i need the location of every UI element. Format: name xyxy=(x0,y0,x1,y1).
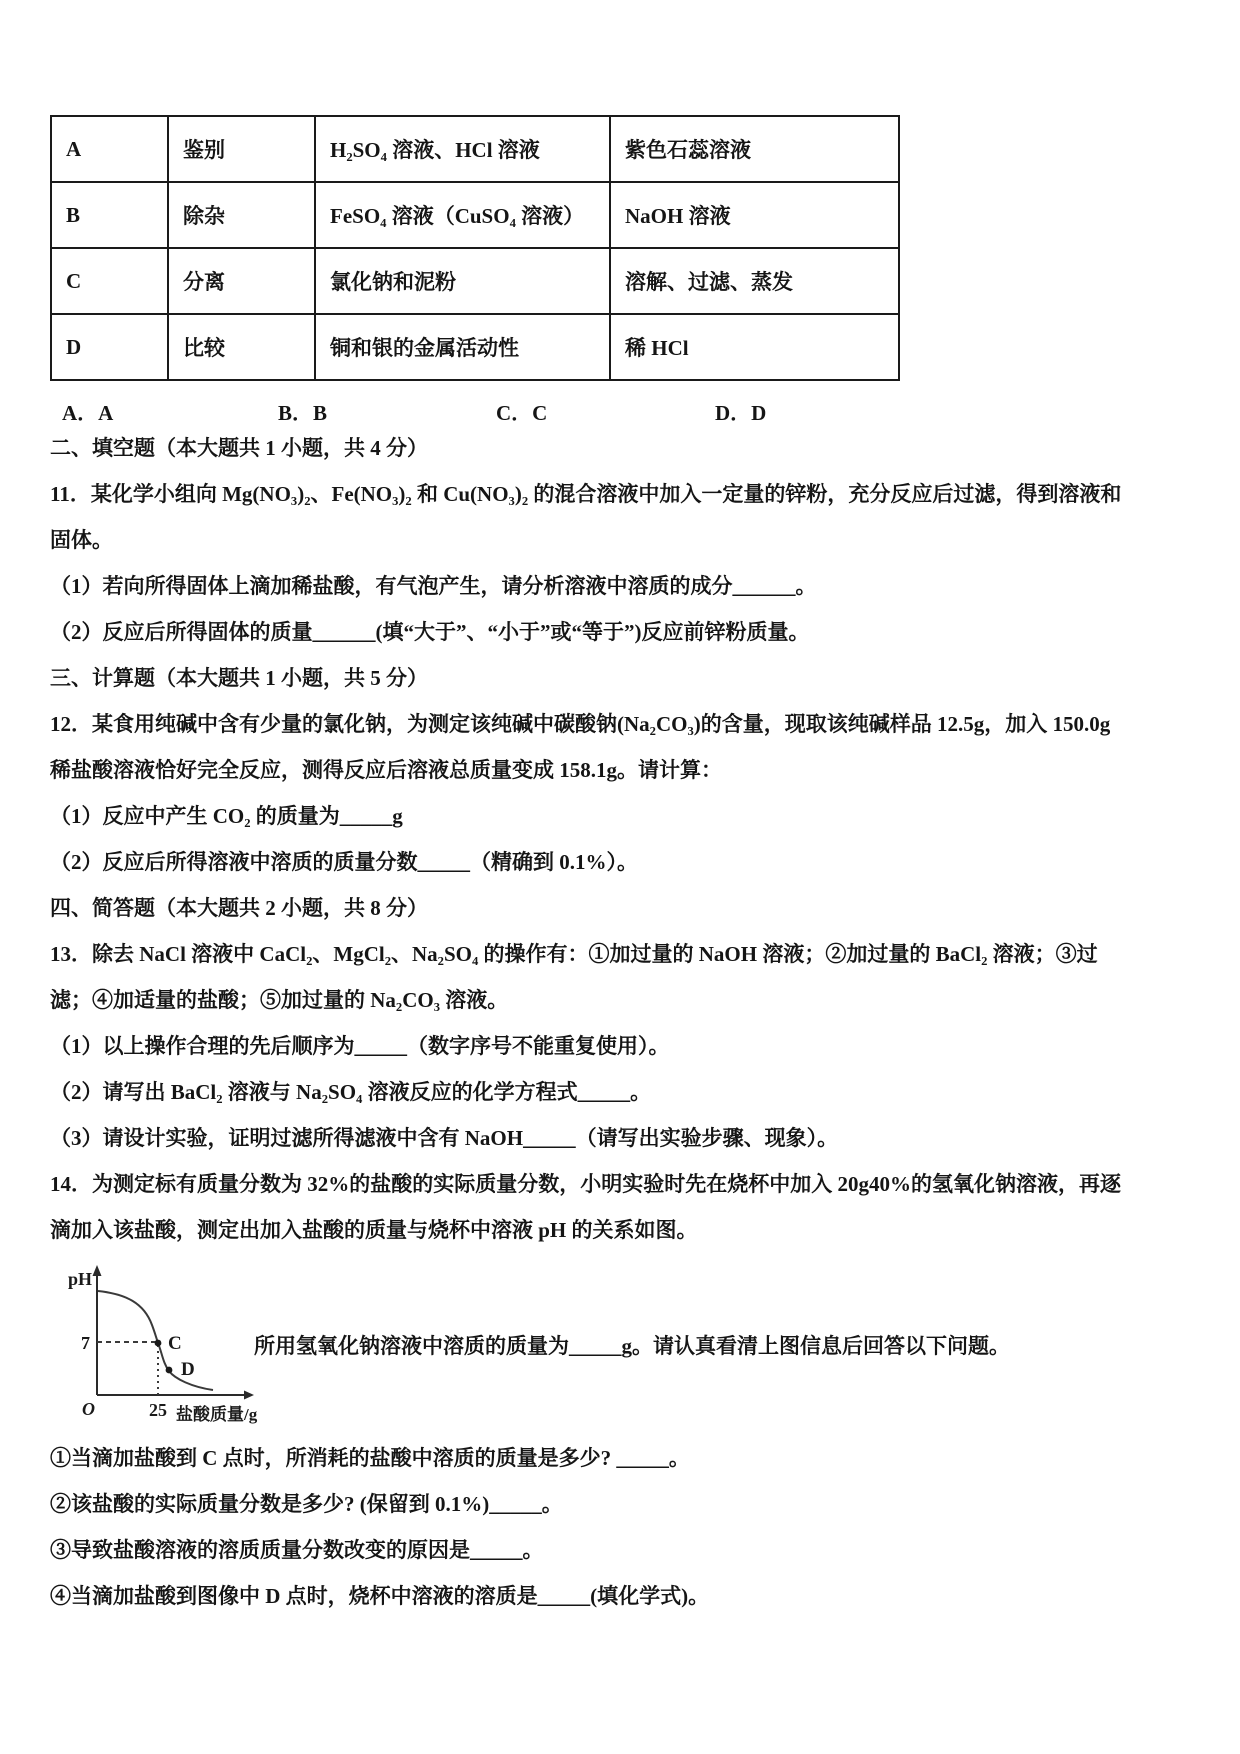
reagent-cell: 稀 HCl xyxy=(610,314,899,380)
point-d-marker xyxy=(166,1367,173,1374)
section-2-header: 二、填空题（本大题共 1 小题，共 4 分） xyxy=(50,436,428,460)
purpose-cell: 除杂 xyxy=(168,182,315,248)
origin-label: O xyxy=(82,1399,95,1419)
answer-option-a: A．A xyxy=(62,401,114,425)
question-13-part-2: （2）请写出 BaCl₂ 溶液与 Na₂SO₄ 溶液反应的化学方程式_____。 xyxy=(50,1080,652,1104)
x-axis-label: 盐酸质量/g xyxy=(176,1405,258,1424)
question-12-line-1: 12．某食用纯碱中含有少量的氯化钠，为测定该纯碱中碳酸钠(Na₂CO₃)的含量，现取该纯碱样品 12.5g，加入 150.0g xyxy=(50,712,1111,736)
question-11-line-2: 固体。 xyxy=(50,528,113,552)
table-row xyxy=(51,248,899,314)
question-13-line-1: 13．除去 NaCl 溶液中 CaCl₂、MgCl₂、Na₂SO₄ 的操作有：①加过量的 NaOH 溶液；②加过量的 BaCl₂ 溶液；③过 xyxy=(50,942,1098,966)
ph-graph-block xyxy=(50,1253,1198,1435)
substances-cell: H₂SO₄ 溶液、HCl 溶液 xyxy=(315,116,610,182)
question-11-line-1: 11．某化学小组向 Mg(NO₃)₂、Fe(NO₃)₂ 和 Cu(NO₃)₂ 的混合溶液中加入一定量的锌粉，充分反应后过滤，得到溶液和 xyxy=(50,482,1122,506)
question-13-part-3: （3）请设计实验，证明过滤所得滤液中含有 NaOH_____（请写出实验步骤、现象）。 xyxy=(50,1126,839,1150)
question-12-line-2: 稀盐酸溶液恰好完全反应，测得反应后溶液总质量变成 158.1g。请计算： xyxy=(50,758,722,782)
substances-cell: FeSO₄ 溶液（CuSO₄ 溶液） xyxy=(315,182,610,248)
substances-cell: 氯化钠和泥粉 xyxy=(315,248,610,314)
question-11-part-2: （2）反应后所得固体的质量______(填“大于”、“小于”或“等于”)反应前锌粉质量。 xyxy=(50,620,810,644)
question-14-sub-1: ①当滴加盐酸到 C 点时，所消耗的盐酸中溶质的质量是多少? _____。 xyxy=(50,1446,690,1470)
table-row xyxy=(51,182,899,248)
answer-option-c: C．C xyxy=(496,401,548,425)
y-axis-label: pH xyxy=(68,1269,93,1289)
point-c-marker xyxy=(155,1340,162,1347)
point-c-label: C xyxy=(168,1333,182,1354)
purpose-cell: 鉴别 xyxy=(168,116,315,182)
point-d-label: D xyxy=(181,1359,195,1380)
reagent-cell: 溶解、过滤、蒸发 xyxy=(610,248,899,314)
substances-cell: 铜和银的金属活动性 xyxy=(315,314,610,380)
option-letter: D xyxy=(51,314,168,380)
y-axis-arrow-icon xyxy=(93,1265,102,1276)
question-14-line-2: 滴加入该盐酸，测定出加入盐酸的质量与烧杯中溶液 pH 的关系如图。 xyxy=(50,1218,698,1242)
option-letter: B xyxy=(51,182,168,248)
question-13-line-2: 滤；④加适量的盐酸；⑤加过量的 Na₂CO₃ 溶液。 xyxy=(50,988,509,1012)
reagent-cell: 紫色石蕊溶液 xyxy=(610,116,899,182)
question-14-sub-4: ④当滴加盐酸到图像中 D 点时，烧杯中溶液的溶质是_____(填化学式)。 xyxy=(50,1584,710,1608)
question-11-part-1: （1）若向所得固体上滴加稀盐酸，有气泡产生，请分析溶液中溶质的成分______。 xyxy=(50,574,817,598)
question-14-sub-2: ②该盐酸的实际质量分数是多少? (保留到 0.1%)_____。 xyxy=(50,1492,563,1516)
section-3-header: 三、计算题（本大题共 1 小题，共 5 分） xyxy=(50,666,428,690)
question-12-part-1: （1）反应中产生 CO₂ 的质量为_____g xyxy=(50,804,403,828)
answer-options xyxy=(50,397,1198,425)
question-14-sub-3: ③导致盐酸溶液的溶质质量分数改变的原因是_____。 xyxy=(50,1538,544,1562)
ph-curve xyxy=(98,1291,213,1390)
x-axis-arrow-icon xyxy=(244,1391,254,1400)
naoh-mass-note: 所用氢氧化钠溶液中溶质的质量为_____g。请认真看清上图信息后回答以下问题。 xyxy=(254,1334,1010,1358)
question-14-line-1: 14．为测定标有质量分数为 32%的盐酸的实际质量分数，小明实验时先在烧杯中加入 20g40%的氢氧化钠溶液，再逐 xyxy=(50,1172,1121,1196)
answer-option-d: D．D xyxy=(715,401,767,425)
y-tick-7: 7 xyxy=(81,1333,90,1353)
question-13-part-1: （1）以上操作合理的先后顺序为_____（数字序号不能重复使用）。 xyxy=(50,1034,670,1058)
section-4-header: 四、简答题（本大题共 2 小题，共 8 分） xyxy=(50,896,428,920)
option-letter: A xyxy=(51,116,168,182)
purpose-cell: 分离 xyxy=(168,248,315,314)
options-table xyxy=(50,115,900,381)
x-tick-25: 25 xyxy=(149,1400,167,1420)
purpose-cell: 比较 xyxy=(168,314,315,380)
table-row xyxy=(51,314,899,380)
table-row xyxy=(51,116,899,182)
answer-option-b: B．B xyxy=(278,401,328,425)
question-12-part-2: （2）反应后所得溶液中溶质的质量分数_____（精确到 0.1%）。 xyxy=(50,850,638,874)
reagent-cell: NaOH 溶液 xyxy=(610,182,899,248)
option-letter: C xyxy=(51,248,168,314)
